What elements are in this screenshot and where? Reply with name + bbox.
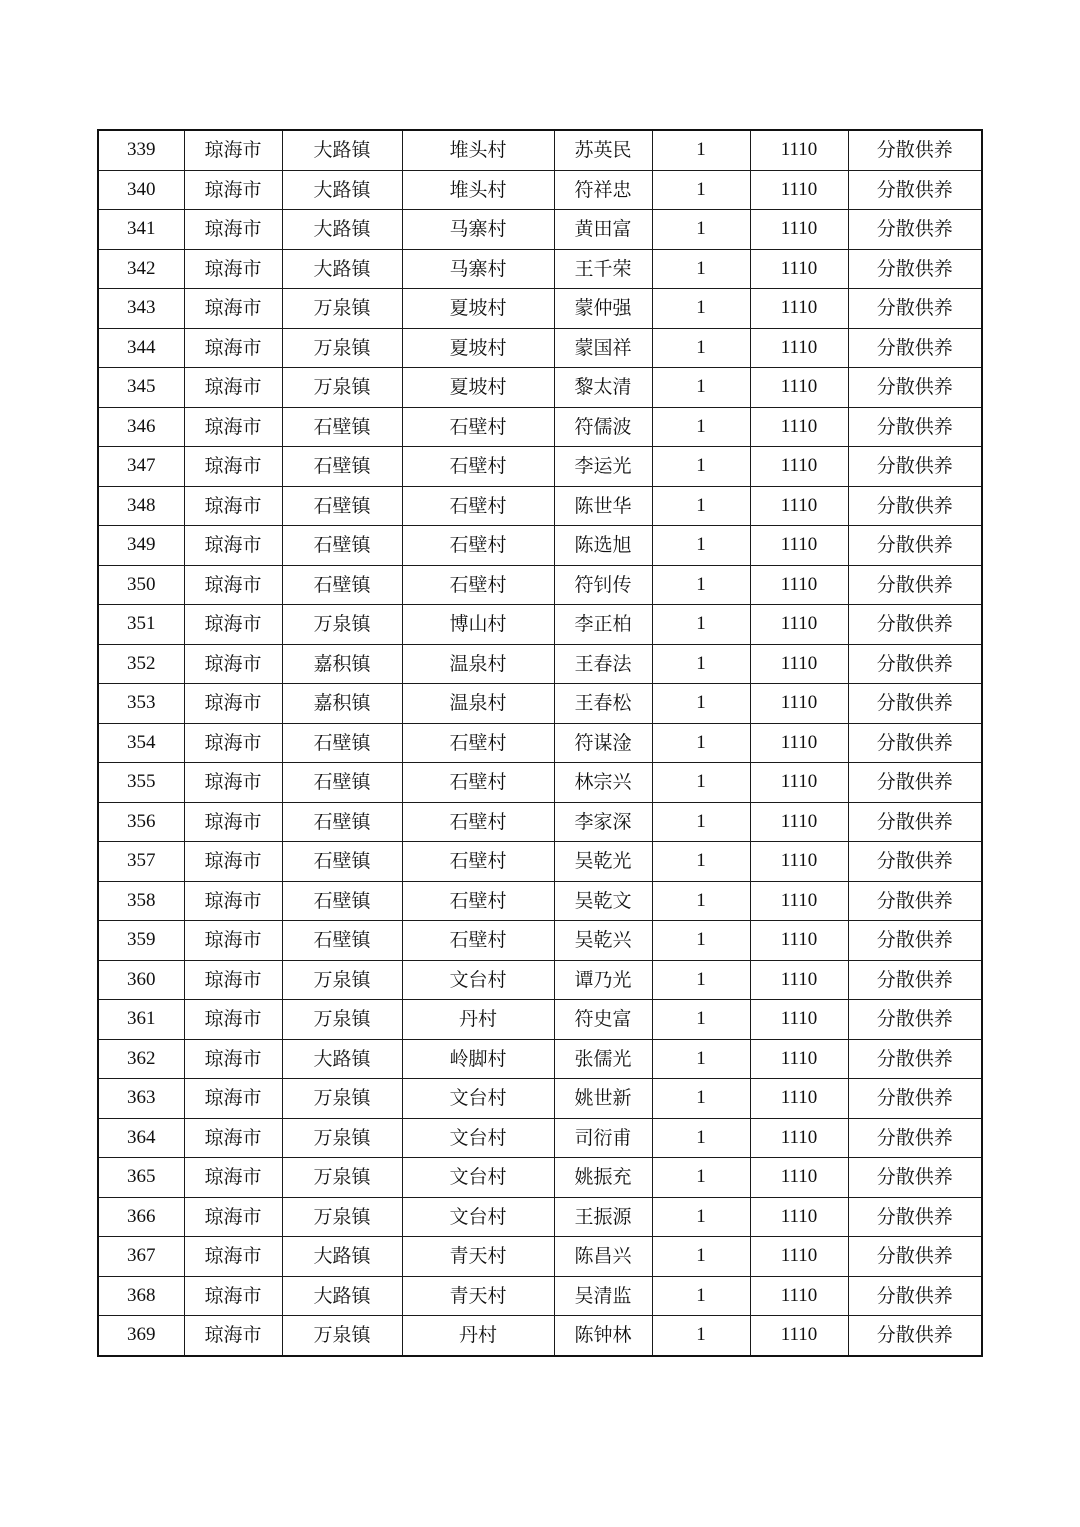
cell-village: 温泉村	[402, 684, 554, 724]
cell-count: 1	[652, 1039, 750, 1079]
cell-name: 陈世华	[554, 486, 652, 526]
cell-count: 1	[652, 526, 750, 566]
table-row	[98, 1158, 982, 1198]
cell-amount: 1110	[750, 1079, 848, 1119]
cell-city: 琼海市	[184, 130, 282, 170]
table-row	[98, 447, 982, 487]
cell-town: 万泉镇	[282, 1316, 402, 1356]
cell-support-type: 分散供养	[848, 407, 982, 447]
cell-count: 1	[652, 249, 750, 289]
table-row	[98, 328, 982, 368]
cell-city: 琼海市	[184, 644, 282, 684]
cell-count: 1	[652, 960, 750, 1000]
cell-index: 367	[98, 1237, 184, 1277]
cell-support-type: 分散供养	[848, 644, 982, 684]
cell-village: 石壁村	[402, 526, 554, 566]
cell-index: 357	[98, 842, 184, 882]
cell-count: 1	[652, 1316, 750, 1356]
cell-count: 1	[652, 723, 750, 763]
cell-support-type: 分散供养	[848, 447, 982, 487]
cell-support-type: 分散供养	[848, 1118, 982, 1158]
records-table-container	[97, 129, 981, 1357]
cell-index: 341	[98, 210, 184, 250]
cell-city: 琼海市	[184, 526, 282, 566]
cell-city: 琼海市	[184, 605, 282, 645]
cell-town: 石壁镇	[282, 881, 402, 921]
records-table	[97, 129, 983, 1357]
cell-support-type: 分散供养	[848, 210, 982, 250]
cell-index: 362	[98, 1039, 184, 1079]
cell-support-type: 分散供养	[848, 249, 982, 289]
cell-village: 丹村	[402, 1316, 554, 1356]
cell-index: 350	[98, 565, 184, 605]
cell-support-type: 分散供养	[848, 526, 982, 566]
cell-town: 万泉镇	[282, 1000, 402, 1040]
cell-amount: 1110	[750, 289, 848, 329]
cell-town: 石壁镇	[282, 723, 402, 763]
cell-town: 万泉镇	[282, 1118, 402, 1158]
cell-town: 大路镇	[282, 1276, 402, 1316]
cell-index: 349	[98, 526, 184, 566]
cell-count: 1	[652, 1000, 750, 1040]
cell-town: 石壁镇	[282, 526, 402, 566]
cell-index: 351	[98, 605, 184, 645]
cell-index: 340	[98, 170, 184, 210]
cell-city: 琼海市	[184, 921, 282, 961]
cell-town: 石壁镇	[282, 921, 402, 961]
cell-name: 王春松	[554, 684, 652, 724]
table-row	[98, 763, 982, 803]
cell-index: 346	[98, 407, 184, 447]
cell-amount: 1110	[750, 605, 848, 645]
cell-index: 358	[98, 881, 184, 921]
cell-city: 琼海市	[184, 960, 282, 1000]
cell-index: 356	[98, 802, 184, 842]
cell-town: 万泉镇	[282, 1079, 402, 1119]
cell-name: 姚世新	[554, 1079, 652, 1119]
cell-amount: 1110	[750, 1316, 848, 1356]
cell-city: 琼海市	[184, 723, 282, 763]
cell-village: 堆头村	[402, 130, 554, 170]
cell-city: 琼海市	[184, 1158, 282, 1198]
cell-amount: 1110	[750, 684, 848, 724]
cell-name: 陈昌兴	[554, 1237, 652, 1277]
table-row	[98, 407, 982, 447]
cell-city: 琼海市	[184, 802, 282, 842]
cell-count: 1	[652, 605, 750, 645]
cell-index: 363	[98, 1079, 184, 1119]
cell-support-type: 分散供养	[848, 1237, 982, 1277]
cell-index: 352	[98, 644, 184, 684]
cell-village: 石壁村	[402, 723, 554, 763]
cell-support-type: 分散供养	[848, 328, 982, 368]
cell-name: 司衍甫	[554, 1118, 652, 1158]
cell-amount: 1110	[750, 802, 848, 842]
cell-amount: 1110	[750, 842, 848, 882]
cell-support-type: 分散供养	[848, 1039, 982, 1079]
cell-support-type: 分散供养	[848, 842, 982, 882]
cell-name: 蒙仲强	[554, 289, 652, 329]
cell-index: 342	[98, 249, 184, 289]
cell-amount: 1110	[750, 1000, 848, 1040]
cell-amount: 1110	[750, 1197, 848, 1237]
cell-support-type: 分散供养	[848, 1197, 982, 1237]
cell-count: 1	[652, 1276, 750, 1316]
cell-village: 夏坡村	[402, 328, 554, 368]
cell-amount: 1110	[750, 921, 848, 961]
cell-count: 1	[652, 289, 750, 329]
cell-town: 万泉镇	[282, 368, 402, 408]
table-row	[98, 644, 982, 684]
cell-count: 1	[652, 1197, 750, 1237]
table-row	[98, 249, 982, 289]
table-row	[98, 1000, 982, 1040]
cell-city: 琼海市	[184, 289, 282, 329]
cell-amount: 1110	[750, 1158, 848, 1198]
table-row	[98, 289, 982, 329]
cell-name: 王振源	[554, 1197, 652, 1237]
cell-index: 343	[98, 289, 184, 329]
cell-amount: 1110	[750, 328, 848, 368]
cell-name: 符谋淦	[554, 723, 652, 763]
cell-support-type: 分散供养	[848, 130, 982, 170]
table-row	[98, 842, 982, 882]
cell-support-type: 分散供养	[848, 1316, 982, 1356]
table-row	[98, 723, 982, 763]
cell-amount: 1110	[750, 249, 848, 289]
cell-town: 万泉镇	[282, 328, 402, 368]
cell-town: 大路镇	[282, 170, 402, 210]
cell-town: 大路镇	[282, 249, 402, 289]
table-row	[98, 1197, 982, 1237]
cell-count: 1	[652, 802, 750, 842]
cell-support-type: 分散供养	[848, 605, 982, 645]
cell-village: 文台村	[402, 1118, 554, 1158]
cell-name: 吴清监	[554, 1276, 652, 1316]
cell-amount: 1110	[750, 486, 848, 526]
cell-town: 万泉镇	[282, 289, 402, 329]
table-row	[98, 210, 982, 250]
cell-village: 夏坡村	[402, 289, 554, 329]
cell-city: 琼海市	[184, 1237, 282, 1277]
cell-amount: 1110	[750, 723, 848, 763]
cell-name: 符钊传	[554, 565, 652, 605]
cell-city: 琼海市	[184, 1039, 282, 1079]
cell-count: 1	[652, 1118, 750, 1158]
cell-count: 1	[652, 1158, 750, 1198]
cell-town: 嘉积镇	[282, 684, 402, 724]
cell-village: 石壁村	[402, 921, 554, 961]
cell-city: 琼海市	[184, 368, 282, 408]
table-body	[98, 130, 982, 1356]
table-row	[98, 130, 982, 170]
cell-amount: 1110	[750, 526, 848, 566]
cell-village: 石壁村	[402, 881, 554, 921]
cell-name: 黎太清	[554, 368, 652, 408]
cell-support-type: 分散供养	[848, 723, 982, 763]
cell-index: 359	[98, 921, 184, 961]
cell-town: 万泉镇	[282, 605, 402, 645]
cell-name: 符史富	[554, 1000, 652, 1040]
table-row	[98, 486, 982, 526]
cell-index: 360	[98, 960, 184, 1000]
cell-village: 石壁村	[402, 447, 554, 487]
cell-amount: 1110	[750, 1276, 848, 1316]
table-row	[98, 1118, 982, 1158]
table-row	[98, 170, 982, 210]
cell-village: 青天村	[402, 1237, 554, 1277]
table-row	[98, 1237, 982, 1277]
table-row	[98, 1079, 982, 1119]
cell-town: 石壁镇	[282, 447, 402, 487]
cell-amount: 1110	[750, 447, 848, 487]
cell-city: 琼海市	[184, 1118, 282, 1158]
cell-support-type: 分散供养	[848, 486, 982, 526]
cell-support-type: 分散供养	[848, 1079, 982, 1119]
cell-town: 石壁镇	[282, 842, 402, 882]
cell-name: 林宗兴	[554, 763, 652, 803]
cell-support-type: 分散供养	[848, 1000, 982, 1040]
table-row	[98, 921, 982, 961]
cell-city: 琼海市	[184, 170, 282, 210]
table-row	[98, 526, 982, 566]
cell-count: 1	[652, 921, 750, 961]
cell-village: 温泉村	[402, 644, 554, 684]
cell-support-type: 分散供养	[848, 684, 982, 724]
cell-city: 琼海市	[184, 328, 282, 368]
cell-index: 369	[98, 1316, 184, 1356]
cell-index: 366	[98, 1197, 184, 1237]
table-row	[98, 802, 982, 842]
cell-name: 苏英民	[554, 130, 652, 170]
cell-count: 1	[652, 881, 750, 921]
cell-city: 琼海市	[184, 210, 282, 250]
cell-village: 文台村	[402, 1079, 554, 1119]
cell-village: 岭脚村	[402, 1039, 554, 1079]
cell-support-type: 分散供养	[848, 289, 982, 329]
cell-index: 364	[98, 1118, 184, 1158]
cell-index: 348	[98, 486, 184, 526]
cell-support-type: 分散供养	[848, 1276, 982, 1316]
cell-amount: 1110	[750, 881, 848, 921]
cell-index: 368	[98, 1276, 184, 1316]
cell-village: 文台村	[402, 1197, 554, 1237]
table-row	[98, 1316, 982, 1356]
cell-city: 琼海市	[184, 763, 282, 803]
cell-count: 1	[652, 368, 750, 408]
cell-count: 1	[652, 842, 750, 882]
cell-city: 琼海市	[184, 447, 282, 487]
cell-city: 琼海市	[184, 881, 282, 921]
cell-index: 365	[98, 1158, 184, 1198]
cell-count: 1	[652, 565, 750, 605]
cell-city: 琼海市	[184, 1079, 282, 1119]
cell-count: 1	[652, 447, 750, 487]
cell-amount: 1110	[750, 368, 848, 408]
cell-name: 陈钟林	[554, 1316, 652, 1356]
cell-name: 李运光	[554, 447, 652, 487]
cell-city: 琼海市	[184, 486, 282, 526]
cell-count: 1	[652, 210, 750, 250]
table-row	[98, 565, 982, 605]
cell-name: 吴乾文	[554, 881, 652, 921]
cell-support-type: 分散供养	[848, 960, 982, 1000]
cell-village: 博山村	[402, 605, 554, 645]
cell-count: 1	[652, 1079, 750, 1119]
cell-town: 大路镇	[282, 210, 402, 250]
cell-support-type: 分散供养	[848, 763, 982, 803]
table-row	[98, 368, 982, 408]
cell-amount: 1110	[750, 763, 848, 803]
cell-name: 陈选旭	[554, 526, 652, 566]
cell-count: 1	[652, 407, 750, 447]
cell-name: 吴乾光	[554, 842, 652, 882]
cell-city: 琼海市	[184, 1000, 282, 1040]
cell-index: 347	[98, 447, 184, 487]
cell-village: 文台村	[402, 1158, 554, 1198]
cell-amount: 1110	[750, 210, 848, 250]
cell-amount: 1110	[750, 1118, 848, 1158]
cell-index: 344	[98, 328, 184, 368]
cell-support-type: 分散供养	[848, 881, 982, 921]
cell-city: 琼海市	[184, 842, 282, 882]
cell-village: 马寨村	[402, 249, 554, 289]
cell-name: 李正柏	[554, 605, 652, 645]
cell-city: 琼海市	[184, 407, 282, 447]
cell-name: 王千荣	[554, 249, 652, 289]
cell-village: 堆头村	[402, 170, 554, 210]
cell-village: 夏坡村	[402, 368, 554, 408]
cell-name: 吴乾兴	[554, 921, 652, 961]
cell-town: 万泉镇	[282, 960, 402, 1000]
cell-amount: 1110	[750, 960, 848, 1000]
table-row	[98, 1039, 982, 1079]
cell-town: 石壁镇	[282, 565, 402, 605]
cell-support-type: 分散供养	[848, 368, 982, 408]
cell-index: 354	[98, 723, 184, 763]
cell-name: 姚振充	[554, 1158, 652, 1198]
cell-name: 黄田富	[554, 210, 652, 250]
cell-town: 大路镇	[282, 130, 402, 170]
cell-town: 万泉镇	[282, 1197, 402, 1237]
cell-amount: 1110	[750, 644, 848, 684]
cell-amount: 1110	[750, 1237, 848, 1277]
table-row	[98, 881, 982, 921]
cell-village: 石壁村	[402, 486, 554, 526]
table-row	[98, 684, 982, 724]
cell-index: 345	[98, 368, 184, 408]
cell-support-type: 分散供养	[848, 921, 982, 961]
cell-amount: 1110	[750, 1039, 848, 1079]
cell-village: 青天村	[402, 1276, 554, 1316]
cell-name: 王春法	[554, 644, 652, 684]
cell-amount: 1110	[750, 407, 848, 447]
cell-city: 琼海市	[184, 1276, 282, 1316]
table-row	[98, 960, 982, 1000]
cell-amount: 1110	[750, 130, 848, 170]
cell-count: 1	[652, 684, 750, 724]
cell-village: 马寨村	[402, 210, 554, 250]
table-row	[98, 1276, 982, 1316]
cell-city: 琼海市	[184, 249, 282, 289]
cell-index: 355	[98, 763, 184, 803]
cell-village: 文台村	[402, 960, 554, 1000]
cell-support-type: 分散供养	[848, 170, 982, 210]
cell-town: 石壁镇	[282, 763, 402, 803]
cell-count: 1	[652, 644, 750, 684]
cell-town: 万泉镇	[282, 1158, 402, 1198]
cell-count: 1	[652, 328, 750, 368]
cell-village: 石壁村	[402, 842, 554, 882]
cell-count: 1	[652, 486, 750, 526]
cell-city: 琼海市	[184, 684, 282, 724]
cell-name: 蒙国祥	[554, 328, 652, 368]
cell-support-type: 分散供养	[848, 565, 982, 605]
cell-town: 石壁镇	[282, 486, 402, 526]
cell-support-type: 分散供养	[848, 1158, 982, 1198]
cell-city: 琼海市	[184, 565, 282, 605]
cell-name: 李家深	[554, 802, 652, 842]
cell-village: 石壁村	[402, 565, 554, 605]
cell-count: 1	[652, 170, 750, 210]
cell-index: 353	[98, 684, 184, 724]
cell-town: 嘉积镇	[282, 644, 402, 684]
cell-town: 大路镇	[282, 1039, 402, 1079]
cell-village: 石壁村	[402, 802, 554, 842]
cell-index: 339	[98, 130, 184, 170]
table-row	[98, 605, 982, 645]
cell-city: 琼海市	[184, 1316, 282, 1356]
cell-support-type: 分散供养	[848, 802, 982, 842]
cell-town: 石壁镇	[282, 407, 402, 447]
cell-count: 1	[652, 130, 750, 170]
cell-count: 1	[652, 763, 750, 803]
cell-index: 361	[98, 1000, 184, 1040]
cell-town: 大路镇	[282, 1237, 402, 1277]
cell-amount: 1110	[750, 565, 848, 605]
cell-name: 符祥忠	[554, 170, 652, 210]
cell-name: 张儒光	[554, 1039, 652, 1079]
cell-count: 1	[652, 1237, 750, 1277]
cell-village: 丹村	[402, 1000, 554, 1040]
cell-village: 石壁村	[402, 407, 554, 447]
cell-amount: 1110	[750, 170, 848, 210]
cell-name: 谭乃光	[554, 960, 652, 1000]
cell-city: 琼海市	[184, 1197, 282, 1237]
cell-village: 石壁村	[402, 763, 554, 803]
cell-name: 符儒波	[554, 407, 652, 447]
cell-town: 石壁镇	[282, 802, 402, 842]
